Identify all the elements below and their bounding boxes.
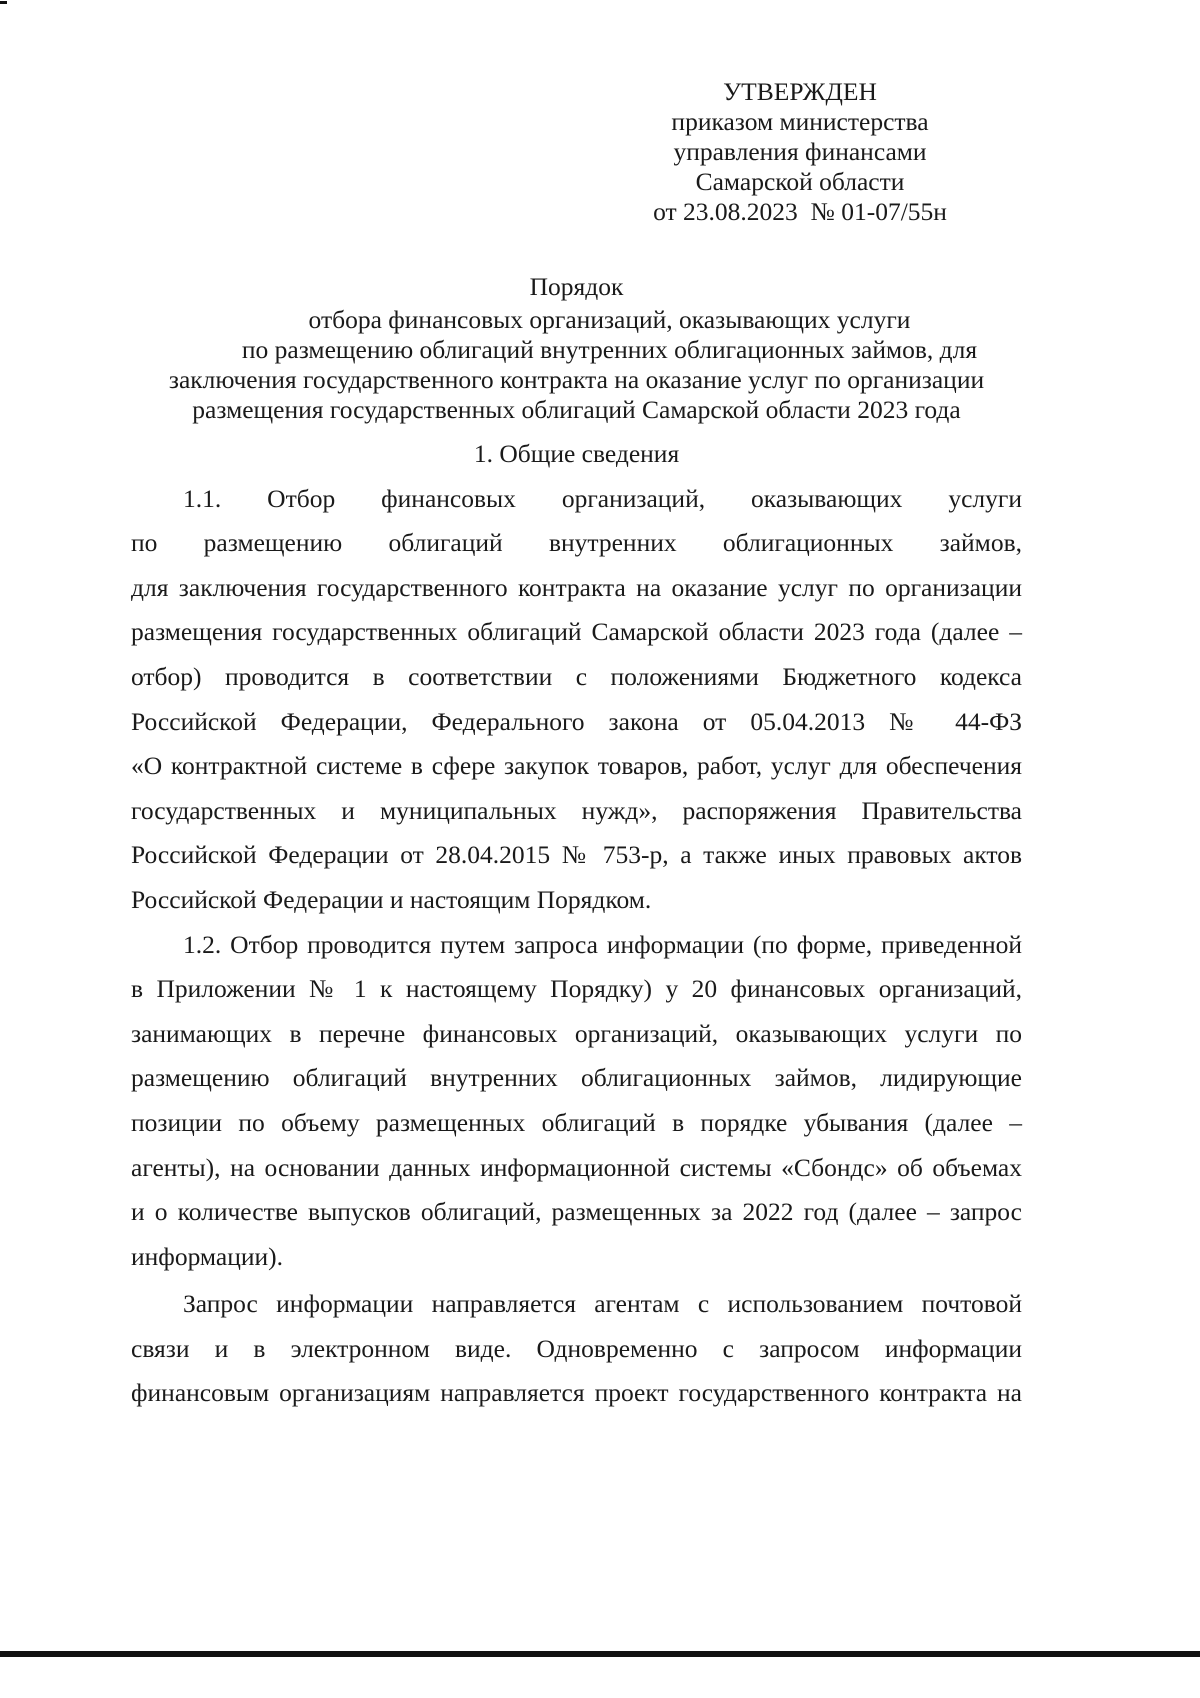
paragraph-line: информации). [131,1241,284,1271]
document-title-line: отбора финансовых организаций, оказывающих услуги [308,305,911,334]
paragraph-line: 1.1. Отбор финансовых организаций, оказывающих услуги [183,483,1022,513]
paragraph-line: размещения государственных облигаций Самарской области 2023 года (далее – [131,617,1022,647]
paragraph-line: Российской Федерации и настоящим Порядком. [131,884,652,914]
paragraph-line: Российской Федерации, Федерального закона от 05.04.2013 № 44-ФЗ [131,706,1022,736]
document-body [131,432,1022,1416]
paragraph-information-request [131,1282,1022,1416]
paragraph-line: связи и в электронном виде. Одновременно с запросом информации [131,1333,1022,1363]
paragraph-1-2 [131,923,1022,1280]
paragraph-line: размещению облигаций внутренних облигационных займов, лидирующие [131,1063,1022,1093]
paragraph-line: позиции по объему размещенных облигаций в порядке убывания (далее – [131,1107,1022,1137]
paragraph-line: 1.2. Отбор проводится путем запроса информации (по форме, приведенной [183,929,1022,959]
paragraph-line: и о количестве выпусков облигаций, размещенных за 2022 год (далее – запрос [131,1197,1022,1227]
document-title-line: заключения государственного контракта на оказание услуг по организации [168,365,985,394]
scan-edge-mark [0,1,7,4]
paragraph-line: финансовым организациям направляется проект государственного контракта на [131,1378,1022,1408]
approval-line: приказом министерства [671,107,929,136]
paragraph-line: в Приложении № 1 к настоящему Порядку) у 20 финансовых организаций, [131,974,1022,1004]
approval-line: управления финансами [673,137,927,166]
approval-line: Самарской области [695,167,905,196]
paragraph-line: Запрос информации направляется агентам с использованием почтовой [183,1289,1022,1319]
approval-heading: УТВЕРЖДЕН [723,77,877,106]
paragraph-line: занимающих в перечне финансовых организаций, оказывающих услуги по [131,1018,1022,1048]
paragraph-line: по размещению облигаций внутренних облигационных займов, [131,528,1022,558]
page-bottom-rule [0,1651,1200,1657]
paragraph-line: Российской Федерации от 28.04.2015 № 753-р, а также иных правовых актов [131,840,1022,870]
paragraph-line: государственных и муниципальных нужд», распоряжения Правительства [131,795,1022,825]
document-title-line: размещения государственных облигаций Самарской области 2023 года [192,395,961,424]
document-title: Порядок [529,272,624,301]
paragraph-1-1 [131,477,1022,923]
document-title-block [131,272,1022,425]
approval-block [600,77,1000,227]
section-heading: 1. Общие сведения [473,439,680,468]
document-title-line: по размещению облигаций внутренних облигационных займов, для [241,335,978,364]
paragraph-line: «О контрактной системе в сфере закупок товаров, работ, услуг для обеспечения [131,751,1022,781]
paragraph-line: для заключения государственного контракта на оказание услуг по организации [131,572,1022,602]
approval-order-date-number: от 23.08.2023 № 01-07/55н [653,197,947,226]
paragraph-line: отбор) проводится в соответствии с положениями Бюджетного кодекса [131,661,1022,691]
paragraph-line: агенты), на основании данных информационной системы «Сбондс» об объемах [131,1152,1022,1182]
